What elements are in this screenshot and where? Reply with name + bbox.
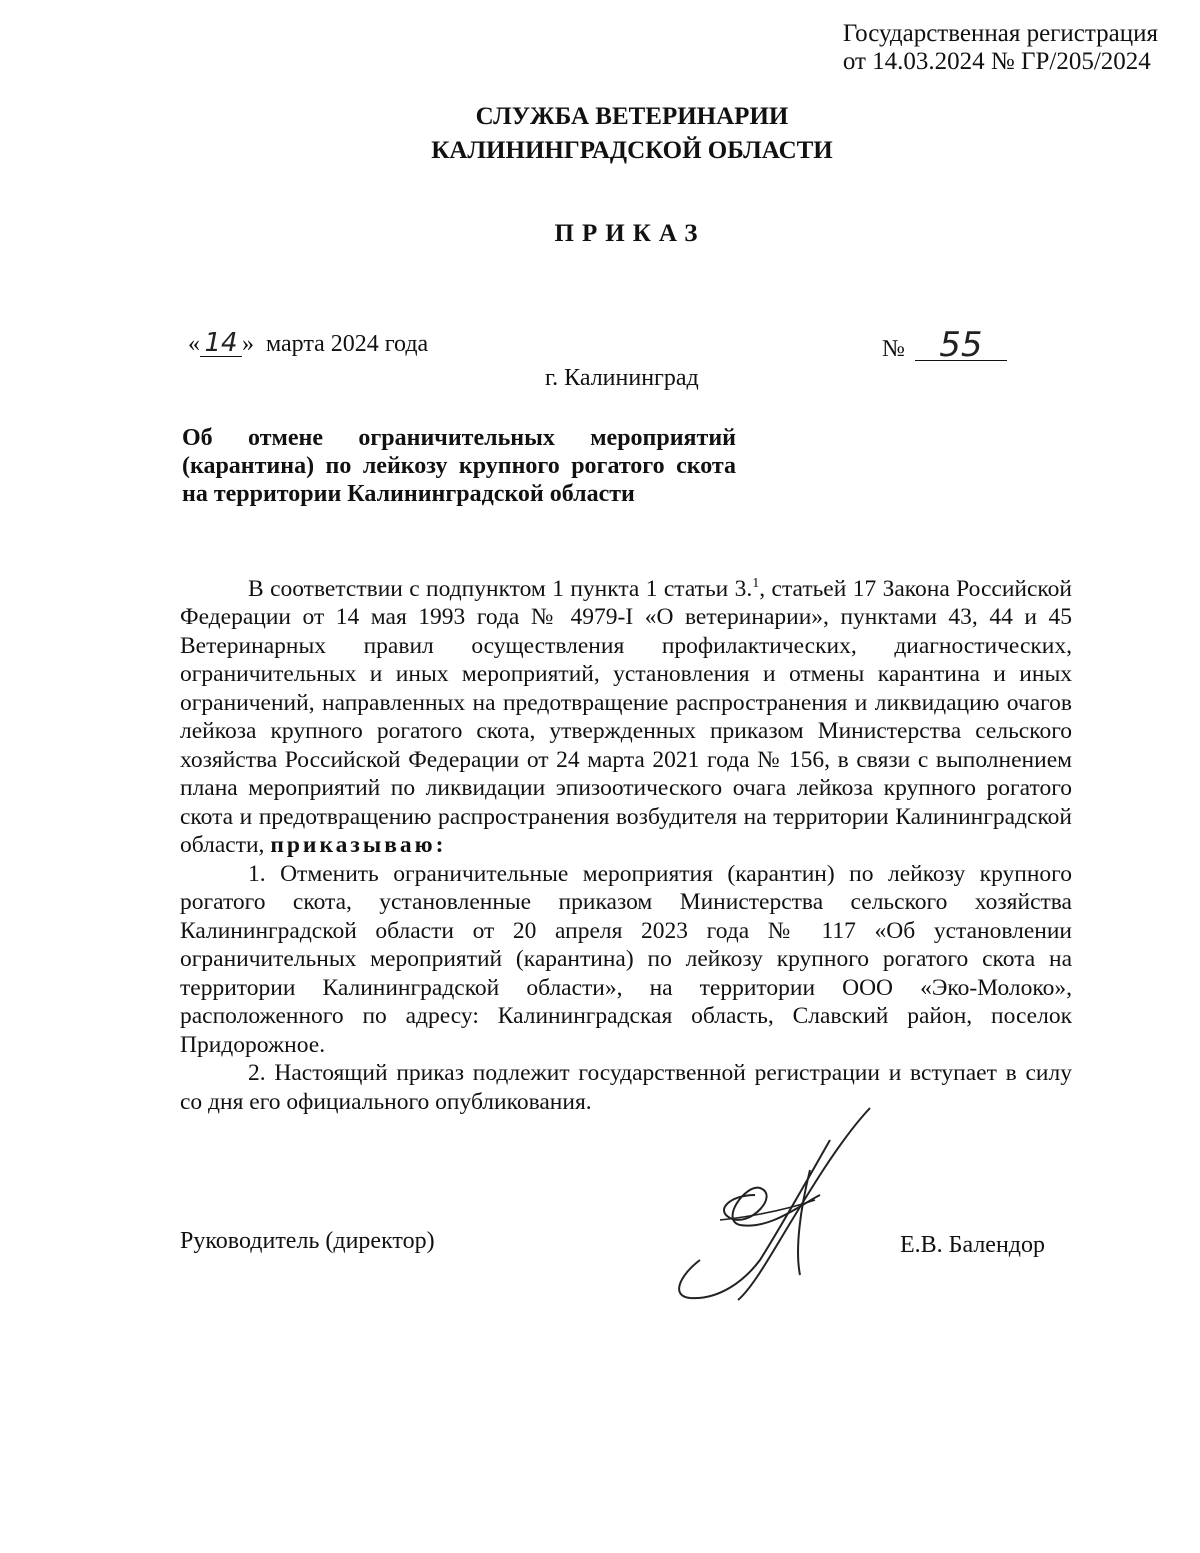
document-body xyxy=(180,570,1072,1116)
signer-title: Руководитель (директор) xyxy=(180,1228,435,1254)
organization-line-1: СЛУЖБА ВЕТЕРИНАРИИ xyxy=(475,103,789,130)
order-item-1: 1. Отменить ограничительные мероприятия (карантин) по лейкозу крупного рогатого скота, установленные приказом Министерства сельского хозяйства Калининградской области от 20 апреля 2023 года № 117 «Об установлении ограничительных мероприятий (карантина) по лейкозу крупного рогатого скота на территории Калининградской области», на территории ООО «Эко-Молоко», расположенного по адресу: Калининградская область, Славский район, поселок Придорожное. xyxy=(180,860,1072,1058)
registration-line-1: Государственная регистрация xyxy=(842,20,1158,47)
registration-line-2: от 14.03.2024 № ГР/205/2024 xyxy=(842,48,1151,75)
document-number xyxy=(882,325,1007,365)
date-day: 14 xyxy=(200,330,242,357)
signer-name: Е.В. Балендор xyxy=(900,1232,1045,1258)
organization-header xyxy=(0,100,1200,168)
date-open-quote: « xyxy=(188,331,200,357)
document-city: г. Калининград xyxy=(545,365,699,391)
preamble-text-end: , статьей 17 Закона Российской Федерации от 14 мая 1993 года № 4979-I «О ветеринарии», пунктами 43, 44 и 45 Ветеринарных правил осуществления профилактических, диагностических, ограничительных и иных мероприятий, установления и отмены карантина и иных ограничений, направленных на предотвращение распространения и ликвидацию очагов лейкоза крупного рогатого скота, утвержденных приказом Министерства сельского хозяйства Российской Федерации от 24 марта 2021 года № 156, в связи с выполнением плана мероприятий по ликвидации эпизоотического очага лейкоза крупного рогатого скота и предотвращению распространения возбудителя на территории Калининградской области, xyxy=(180,575,1072,859)
date-month-year: марта 2024 года xyxy=(266,331,429,357)
document-type: ПРИКАЗ xyxy=(554,220,706,247)
preamble-paragraph xyxy=(180,570,1072,860)
handwritten-signature xyxy=(660,1100,880,1310)
order-item-2: 2. Настоящий приказ подлежит государственной регистрации и вступает в силу со дня его официального опубликования. xyxy=(180,1060,1072,1115)
registration-stamp xyxy=(843,20,1158,76)
order-word: приказываю: xyxy=(270,832,447,859)
organization-line-2: КАЛИНИНГРАДСКОЙ ОБЛАСТИ xyxy=(431,137,833,164)
document-date xyxy=(188,330,428,358)
number-value: 55 xyxy=(915,330,1007,361)
number-label: № xyxy=(882,336,905,362)
preamble-text-start: В соответствии с подпунктом 1 пункта 1 статьи 3. xyxy=(248,575,753,602)
date-close-quote: » xyxy=(242,331,254,357)
document-subject: Об отмене ограничительных мероприятий (карантина) по лейкозу крупного рогатого скота на территории Калининградской области xyxy=(182,425,736,507)
preamble-superscript: 1 xyxy=(752,576,760,591)
